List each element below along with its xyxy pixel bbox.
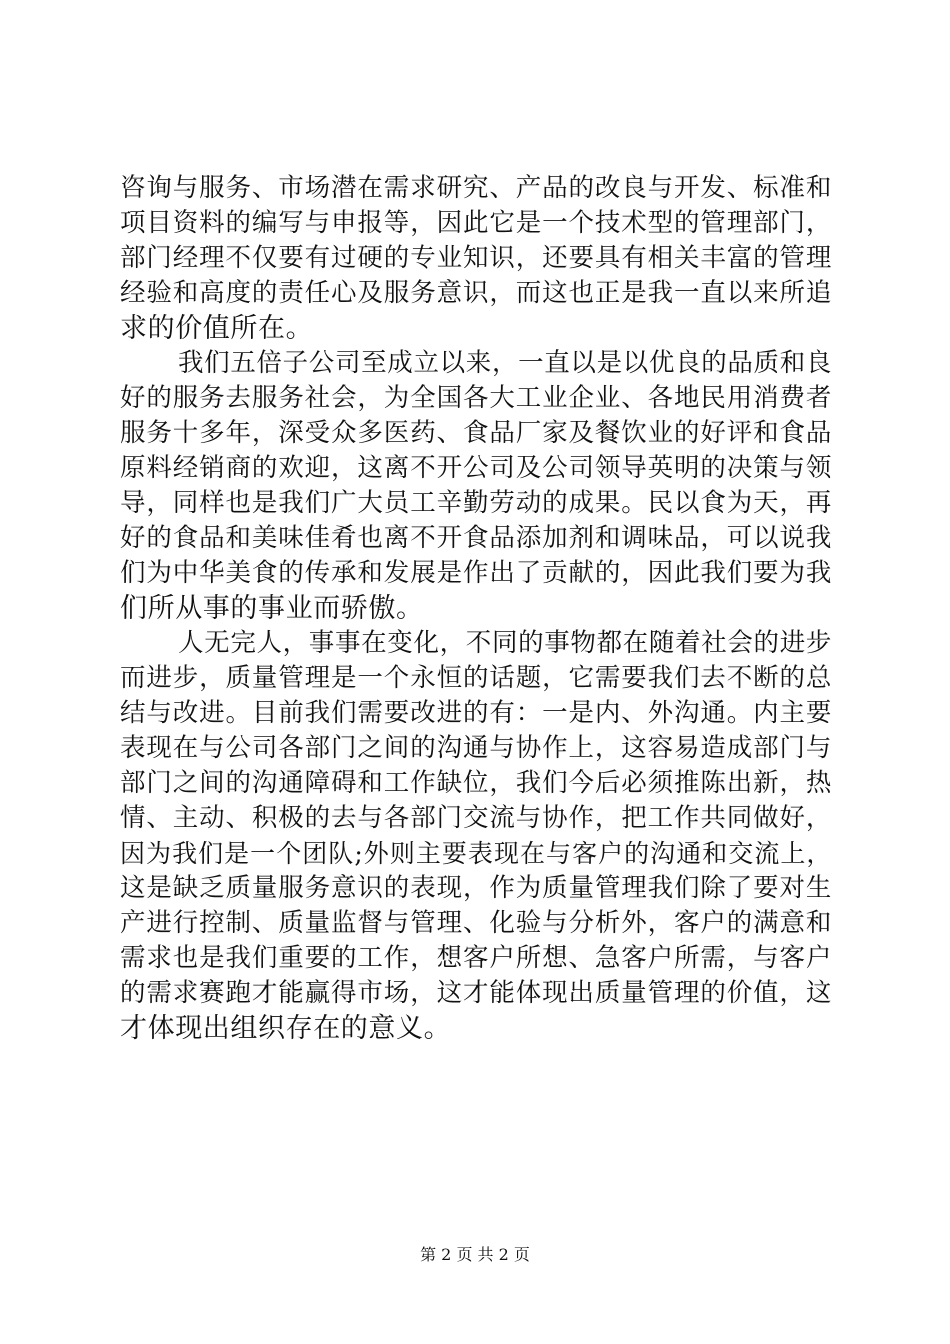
text-line: 而进步，质量管理是一个永恒的话题，它需要我们去不断的总 [120,663,832,693]
text-line: 们为中华美食的传承和发展是作出了贡献的，因此我们要为我 [120,558,832,588]
page-footer: 第 2 页 共 2 页 [420,1245,530,1264]
text-line: 才体现出组织存在的意义。 [120,1013,452,1044]
text-line: 部门之间的沟通障碍和工作缺位，我们今后必须推陈出新，热 [120,768,832,798]
text-line: 表现在与公司各部门之间的沟通与协作上，这容易造成部门与 [120,733,832,763]
text-line: 求的价值所在。 [120,313,314,344]
text-line: 咨询与服务、市场潜在需求研究、产品的改良与开发、标准和 [120,173,832,203]
text-line: 好的服务去服务社会，为全国各大工业企业、各地民用消费者 [120,383,832,413]
document-body [120,171,832,1046]
text-line: 导，同样也是我们广大员工辛勤劳动的成果。民以食为天，再 [120,488,832,518]
text-line: 服务十多年，深受众多医药、食品厂家及餐饮业的好评和食品 [120,418,832,448]
text-line: 好的食品和美味佳肴也离不开食品添加剂和调味品，可以说我 [120,523,832,553]
text-line: 这是缺乏质量服务意识的表现，作为质量管理我们除了要对生 [120,873,832,903]
text-line: 部门经理不仅要有过硬的专业知识，还要具有相关丰富的管理 [120,243,832,273]
text-line: 的需求赛跑才能赢得市场，这才能体现出质量管理的价值，这 [120,978,832,1008]
paragraph [120,171,832,346]
text-line: 人无完人，事事在变化，不同的事物都在随着社会的进步 [178,628,832,658]
text-line: 结与改进。目前我们需要改进的有：一是内、外沟通。内主要 [120,698,832,728]
text-line: 因为我们是一个团队;外则主要表现在与客户的沟通和交流上， [120,839,832,868]
paragraph [120,626,832,1046]
text-line: 项目资料的编写与申报等，因此它是一个技术型的管理部门， [120,208,832,238]
text-line: 需求也是我们重要的工作，想客户所想、急客户所需，与客户 [120,943,832,973]
text-line: 原料经销商的欢迎，这离不开公司及公司领导英明的决策与领 [120,453,832,483]
text-line: 经验和高度的责任心及服务意识，而这也正是我一直以来所追 [120,278,832,308]
text-line: 们所从事的事业而骄傲。 [120,593,424,624]
text-line: 情、主动、积极的去与各部门交流与协作，把工作共同做好， [120,803,832,833]
paragraph [120,346,832,626]
text-line: 产进行控制、质量监督与管理、化验与分析外，客户的满意和 [120,908,832,938]
text-line: 我们五倍子公司至成立以来，一直以是以优良的品质和良 [178,348,832,378]
